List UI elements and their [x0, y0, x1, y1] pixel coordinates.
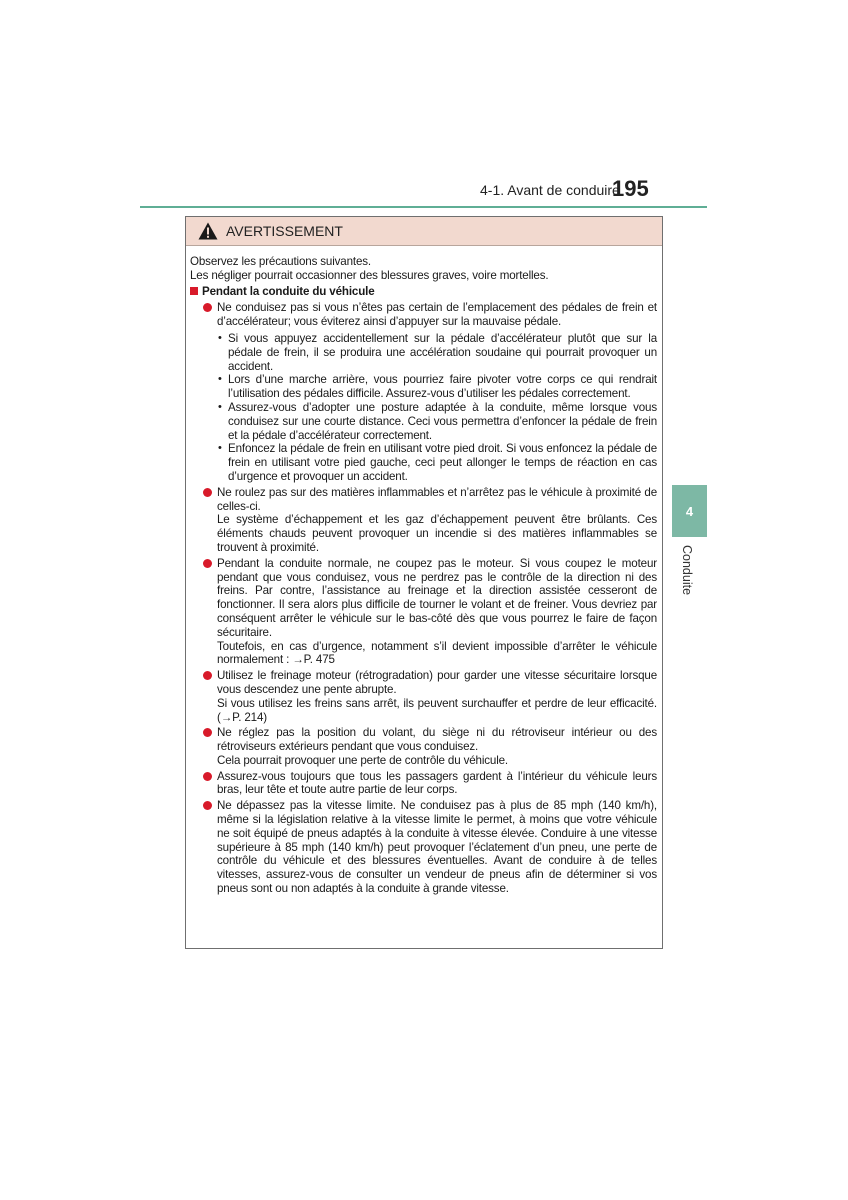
list-item-text — [217, 669, 657, 724]
section-heading — [190, 285, 657, 299]
warning-box — [185, 216, 663, 949]
list-item-paragraph: Assurez-vous toujours que tous les passagers gardent à l’intérieur du véhicule leurs bras, leur tête et toute autre partie de leur corps. — [217, 769, 657, 797]
list-item-paragraph: Ne réglez pas la position du volant, du siège ni du rétroviseur intérieur ou des rétroviseurs extérieurs pendant que vous conduisez. — [217, 726, 657, 754]
list-item-text — [217, 799, 657, 896]
red-dot-bullet-icon — [203, 488, 212, 497]
chapter-label: Conduite — [680, 545, 694, 596]
list-item — [203, 726, 657, 767]
sub-list — [217, 332, 657, 484]
warning-body — [186, 246, 662, 896]
red-dot-bullet-icon — [203, 303, 212, 312]
list-item-paragraph: Toutefois, en cas d’urgence, notamment s’il devient impossible d’arrêter le véhicule normalement : →P. 475 — [217, 639, 657, 667]
sub-list-item-text: Assurez-vous d’adopter une posture adaptée à la conduite, même lorsque vous conduisez sur une courte distance. Ceci vous permettra d’enfoncer la pédale de frein et la pédale d’accélérateur correctement. — [228, 400, 657, 442]
small-dot-bullet-icon: • — [218, 442, 222, 455]
list-item-paragraph: Pendant la conduite normale, ne coupez pas le moteur. Si vous coupez le moteur pendant que vous conduisez, vous ne perdrez pas le contrôle de la direction ni des freins. Par contre, l’assistance au freinage et la direction assistée cesseront de fonctionner. Il sera alors plus difficile de tourner le volant et de freiner. Vous devriez par conséquent arrêter le véhicule sur le bas-côté dès que vous pourrez le faire de façon sécuritaire. — [217, 556, 657, 639]
small-dot-bullet-icon: • — [218, 331, 222, 344]
red-dot-bullet-icon — [203, 559, 212, 568]
list-item-text — [217, 486, 657, 555]
list-item-paragraph: Ne roulez pas sur des matières inflammables et n’arrêtez pas le véhicule à proximité de celles-ci. — [217, 485, 657, 513]
list-item-paragraph: Ne dépassez pas la vitesse limite. Ne conduisez pas à plus de 85 mph (140 km/h), même si la législation relative à la vitesse limite le permet, à moins que votre véhicule ne soit équipé de pneus adaptés à la conduite à vitesse élevée. Conduire à une vitesse supérieure à 85 mph (140 km/h) peut provoquer l’éclatement d’un pneu, une perte de contrôle du véhicule et des blessures éventuelles. Avant de conduire à de telles vitesses, assurez-vous de consulter un vendeur de pneus afin de déterminer si vos pneus sont ou non adaptés à la conduite à grande vitesse. — [217, 799, 657, 896]
list-item-paragraph: Le système d’échappement et les gaz d’échappement peuvent être brûlants. Ces éléments chauds peuvent provoquer un incendie si des matières inflammables se trouvent à proximité. — [217, 513, 657, 554]
list-item — [203, 301, 657, 483]
list-item — [203, 557, 657, 667]
intro-line: Observez les précautions suivantes. — [190, 255, 371, 268]
list-item-paragraph: Ne conduisez pas si vous n’êtes pas certain de l’emplacement des pédales de frein et d’accélérateur; vous éviterez ainsi d’appuyer sur la mauvaise pédale. — [217, 301, 657, 329]
list-item-text — [217, 557, 657, 667]
red-dot-bullet-icon — [203, 728, 212, 737]
section-heading-text: Pendant la conduite du véhicule — [202, 284, 375, 298]
list-item-text — [217, 726, 657, 767]
list-item — [203, 770, 657, 798]
section-title: 4-1. Avant de conduire — [480, 182, 620, 198]
warning-triangle-icon — [198, 222, 218, 240]
page-number: 195 — [612, 176, 649, 201]
square-bullet-icon — [190, 287, 198, 295]
warning-title: AVERTISSEMENT — [226, 223, 343, 239]
warning-items — [190, 301, 657, 895]
list-item-text — [217, 301, 657, 483]
sub-list-item-text: Si vous appuyez accidentellement sur la pédale d’accélérateur plutôt que sur la pédale de frein, il se produira une accélération soudaine qui pourrait provoquer un accident. — [228, 331, 657, 373]
list-item — [203, 669, 657, 724]
chapter-number: 4 — [685, 503, 694, 519]
sub-list-item — [218, 401, 657, 442]
chapter-tab — [672, 485, 707, 537]
warning-header — [186, 217, 662, 246]
list-item-text — [217, 770, 657, 798]
list-item-paragraph: Cela pourrait provoquer une perte de contrôle du véhicule. — [217, 753, 508, 767]
red-dot-bullet-icon — [203, 671, 212, 680]
list-item — [203, 486, 657, 555]
header-divider — [140, 206, 707, 208]
list-item — [203, 799, 657, 896]
sub-list-item — [218, 442, 657, 483]
list-item-paragraph: Utilisez le freinage moteur (rétrogradation) pour garder une vitesse sécuritaire lorsque vous descendez une pente abrupte. — [217, 669, 657, 696]
small-dot-bullet-icon: • — [218, 373, 222, 386]
list-item-paragraph: Si vous utilisez les freins sans arrêt, ils peuvent surchauffer et perdre de leur efficacité. (→P. 214) — [217, 696, 657, 724]
sub-list-item — [218, 332, 657, 373]
red-dot-bullet-icon — [203, 801, 212, 810]
small-dot-bullet-icon: • — [218, 400, 222, 413]
sub-list-item-text: Lors d’une marche arrière, vous pourriez faire pivoter votre corps ce qui rendrait l’utilisation des pédales difficile. Assurez-vous d’utiliser les pédales correctement. — [228, 373, 657, 401]
sub-list-item — [218, 373, 657, 401]
red-dot-bullet-icon — [203, 772, 212, 781]
sub-list-item-text: Enfoncez la pédale de frein en utilisant votre pied droit. Si vous enfoncez la pédale de frein en utilisant votre pied gauche, ceci peut allonger le temps de réaction en cas d’urgence et provoquer un accident. — [228, 442, 657, 483]
intro-line: Les négliger pourrait occasionner des blessures graves, voire mortelles. — [190, 268, 549, 282]
